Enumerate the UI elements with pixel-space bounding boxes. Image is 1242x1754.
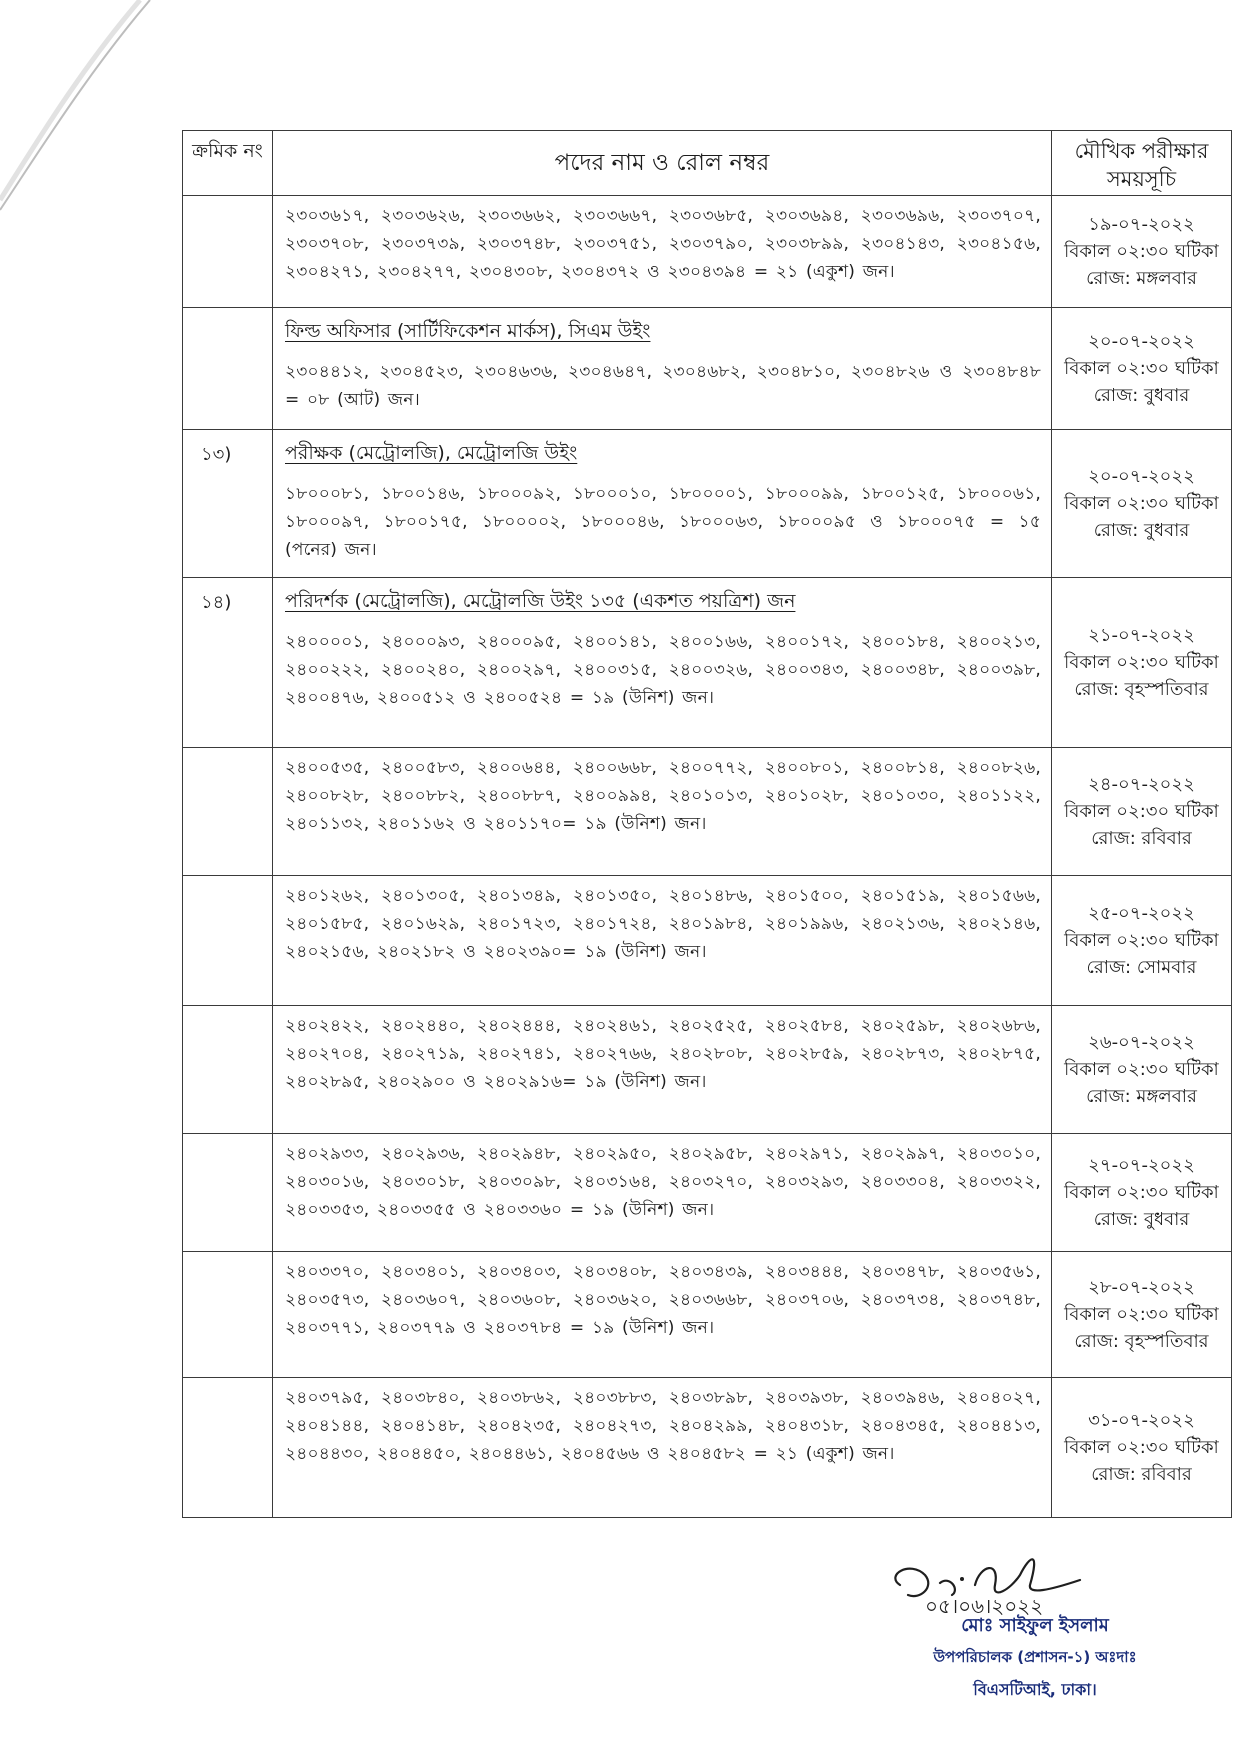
row-serial: [183, 1378, 273, 1518]
schedule-time: বিকাল ০২:৩০ ঘটিকা: [1064, 358, 1219, 379]
table-header-row: [183, 131, 1232, 196]
schedule-cell: [1051, 578, 1231, 748]
signatory-office: বিএসটিআই, ঢাকা।: [973, 1680, 1097, 1699]
row-serial: [183, 1134, 273, 1252]
schedule-cell: [1051, 1006, 1231, 1134]
roll-numbers: ২৪০১২৬২, ২৪০১৩০৫, ২৪০১৩৪৯, ২৪০১৩৫০, ২৪০১৪৮৬, ২৪০১৫০০, ২৪০১৫১৯, ২৪০১৫৬৬, ২৪০১৫৮৫, ২৪০১৬২৯, ২৪০১৭২৩, ২৪০১৭২৪, ২৪০১৯৮৪, ২৪০১৯৯৬, ২৪০২১৩৬, ২৪০২১৪৬, ২৪০২১৫৬, ২৪০২১৮২ ও ২৪০২৩৯০= ১৯ (উনিশ) জন।: [285, 886, 1041, 962]
schedule-date: ২০-০৭-২০২২: [1088, 331, 1195, 352]
roll-numbers: ২৪০০৫৩৫, ২৪০০৫৮৩, ২৪০০৬৪৪, ২৪০০৬৬৮, ২৪০০৭৭২, ২৪০০৮০১, ২৪০০৮১৪, ২৪০০৮২৬, ২৪০০৮২৮, ২৪০০৮৮২, ২৪০০৮৮৭, ২৪০০৯৯৪, ২৪০১০১৩, ২৪০১০২৮, ২৪০১০৩০, ২৪০১১২২, ২৪০১১৩২, ২৪০১১৬২ ও ২৪০১১৭০= ১৯ (উনিশ) জন।: [285, 758, 1041, 834]
schedule-day: রোজ: রবিবার: [1091, 1464, 1192, 1485]
row-content: [273, 1378, 1052, 1518]
schedule-date: ১৯-০৭-২০২২: [1088, 214, 1195, 235]
roll-numbers: ২৪০০০০১, ২৪০০০৯৩, ২৪০০০৯৫, ২৪০০১৪১, ২৪০০১৬৬, ২৪০০১৭২, ২৪০০১৮৪, ২৪০০২১৩, ২৪০০২২২, ২৪০০২৪০, ২৪০০২৯৭, ২৪০০৩১৫, ২৪০০৩২৬, ২৪০০৩৪৩, ২৪০০৩৪৮, ২৪০০৩৯৮, ২৪০০৪৭৬, ২৪০০৫১২ ও ২৪০০৫২৪ = ১৯ (উনিশ) জন।: [285, 632, 1041, 708]
schedule-date: ২৪-০৭-২০২২: [1088, 774, 1195, 795]
schedule-time: বিকাল ০২:৩০ ঘটিকা: [1064, 493, 1219, 514]
post-title: পরিদর্শক (মেট্রোলজি), মেট্রোলজি উইং ১৩৫ (একশত পয়ত্রিশ) জন: [285, 590, 796, 612]
schedule-day: রোজ: রবিবার: [1091, 828, 1192, 849]
row-content: [273, 748, 1052, 876]
table-row: [183, 196, 1232, 308]
interview-schedule-table: [182, 130, 1232, 1518]
signatory-designation: উপপরিচালক (প্রশাসন-১) অঃদাঃ: [933, 1648, 1137, 1666]
schedule-date: ২০-০৭-২০২২: [1088, 466, 1195, 487]
schedule-date: ২৭-০৭-২০২২: [1088, 1155, 1195, 1176]
schedule-day: রোজ: মঙ্গলবার: [1086, 1086, 1197, 1107]
schedule-time: বিকাল ০২:৩০ ঘটিকা: [1064, 241, 1219, 262]
schedule-time: বিকাল ০২:৩০ ঘটিকা: [1064, 1437, 1219, 1458]
table-row: [183, 308, 1232, 430]
table-row: [183, 876, 1232, 1006]
row-content: [273, 578, 1052, 748]
row-content: [273, 308, 1052, 430]
roll-numbers: ২৪০২৯৩৩, ২৪০২৯৩৬, ২৪০২৯৪৮, ২৪০২৯৫০, ২৪০২৯৫৮, ২৪০২৯৭১, ২৪০২৯৯৭, ২৪০৩০১০, ২৪০৩০১৬, ২৪০৩০১৮, ২৪০৩০৯৮, ২৪০৩১৬৪, ২৪০৩২৭০, ২৪০৩২৯৩, ২৪০৩৩০৪, ২৪০৩৩২২, ২৪০৩৩৫৩, ২৪০৩৩৫৫ ও ২৪০৩৩৬০ = ১৯ (উনিশ) জন।: [285, 1144, 1041, 1220]
row-serial: [183, 1252, 273, 1378]
table-row: [183, 430, 1232, 578]
schedule-cell: [1051, 308, 1231, 430]
roll-numbers: ২৪০২৪২২, ২৪০২৪৪০, ২৪০২৪৪৪, ২৪০২৪৬১, ২৪০২৫২৫, ২৪০২৫৮৪, ২৪০২৫৯৮, ২৪০২৬৮৬, ২৪০২৭০৪, ২৪০২৭১৯, ২৪০২৭৪১, ২৪০২৭৬৬, ২৪০২৮০৮, ২৪০২৮৫৯, ২৪০২৮৭৩, ২৪০২৮৭৫, ২৪০২৮৯৫, ২৪০২৯০০ ও ২৪০২৯১৬= ১৯ (উনিশ) জন।: [285, 1016, 1041, 1092]
header-schedule: মৌখিক পরীক্ষার সময়সূচি: [1051, 131, 1231, 196]
schedule-cell: [1051, 196, 1231, 308]
roll-numbers: ২৪০৩৭৯৫, ২৪০৩৮৪০, ২৪০৩৮৬২, ২৪০৩৮৮৩, ২৪০৩৮৯৮, ২৪০৩৯৩৮, ২৪০৩৯৪৬, ২৪০৪০২৭, ২৪০৪১৪৪, ২৪০৪১৪৮, ২৪০৪২৩৫, ২৪০৪২৭৩, ২৪০৪২৯৯, ২৪০৪৩১৮, ২৪০৪৩৪৫, ২৪০৪৪১৩, ২৪০৪৪৩০, ২৪০৪৪৫০, ২৪০৪৪৬১, ২৪০৪৫৬৬ ও ২৪০৪৫৮২ = ২১ (একুশ) জন।: [285, 1388, 1041, 1464]
row-content: [273, 430, 1052, 578]
header-post-roll: পদের নাম ও রোল নম্বর: [273, 131, 1052, 196]
table-row: [183, 748, 1232, 876]
table-row: [183, 1378, 1232, 1518]
table-row: [183, 1252, 1232, 1378]
signature-block: [870, 1545, 1200, 1704]
post-title: পরীক্ষক (মেট্রোলজি), মেট্রোলজি উইং: [285, 442, 578, 464]
roll-numbers: ২৩০৩৬১৭, ২৩০৩৬২৬, ২৩০৩৬৬২, ২৩০৩৬৬৭, ২৩০৩৬৮৫, ২৩০৩৬৯৪, ২৩০৩৬৯৬, ২৩০৩৭০৭, ২৩০৩৭০৮, ২৩০৩৭৩৯, ২৩০৩৭৪৮, ২৩০৩৭৫১, ২৩০৩৭৯০, ২৩০৩৮৯৯, ২৩০৪১৪৩, ২৩০৪১৫৬, ২৩০৪২৭১, ২৩০৪২৭৭, ২৩০৪৩০৮, ২৩০৪৩৭২ ও ২৩০৪৩৯৪ = ২১ (একুশ) জন।: [285, 206, 1041, 282]
schedule-date: ২৮-০৭-২০২২: [1088, 1277, 1195, 1298]
schedule-day: রোজ: সোমবার: [1086, 957, 1197, 978]
schedule-day: রোজ: বুধবার: [1093, 385, 1190, 406]
table-row: [183, 578, 1232, 748]
signatory-name: মোঃ সাইফুল ইসলাম: [961, 1615, 1109, 1636]
row-serial: [183, 876, 273, 1006]
row-content: [273, 196, 1052, 308]
roll-numbers: ২৩০৪৪১২, ২৩০৪৫২৩, ২৩০৪৬৩৬, ২৩০৪৬৪৭, ২৩০৪৬৮২, ২৩০৪৮১০, ২৩০৪৮২৬ ও ২৩০৪৮৪৮ = ০৮ (আট) জন।: [285, 362, 1041, 410]
table-row: [183, 1006, 1232, 1134]
schedule-cell: [1051, 876, 1231, 1006]
schedule-time: বিকাল ০২:৩০ ঘটিকা: [1064, 930, 1219, 951]
schedule-cell: [1051, 1252, 1231, 1378]
row-serial: [183, 308, 273, 430]
row-content: [273, 1006, 1052, 1134]
post-title: ফিল্ড অফিসার (সার্টিফিকেশন মার্কস), সিএম উইং: [285, 320, 651, 342]
row-content: [273, 1134, 1052, 1252]
signature-date: ০৫।০৬।২০২২: [925, 1594, 1044, 1615]
schedule-day: রোজ: মঙ্গলবার: [1086, 268, 1197, 289]
row-serial: ১৪): [183, 578, 273, 748]
schedule-date: ২৬-০৭-২০২২: [1088, 1032, 1195, 1053]
schedule-time: বিকাল ০২:৩০ ঘটিকা: [1064, 1059, 1219, 1080]
schedule-time: বিকাল ০২:৩০ ঘটিকা: [1064, 801, 1219, 822]
row-content: [273, 876, 1052, 1006]
table-row: [183, 1134, 1232, 1252]
header-serial: ক্রমিক নং: [183, 131, 273, 196]
schedule-day: রোজ: বুধবার: [1093, 520, 1190, 541]
row-serial: [183, 1006, 273, 1134]
schedule-cell: [1051, 1378, 1231, 1518]
schedule-cell: [1051, 1134, 1231, 1252]
page-curl-mark: [0, 0, 160, 220]
schedule-time: বিকাল ০২:৩০ ঘটিকা: [1064, 1182, 1219, 1203]
schedule-cell: [1051, 748, 1231, 876]
schedule-date: ৩১-০৭-২০২২: [1088, 1410, 1195, 1431]
schedule-day: রোজ: বৃহস্পতিবার: [1074, 679, 1209, 700]
roll-numbers: ১৮০০০৮১, ১৮০০১৪৬, ১৮০০০৯২, ১৮০০০১০, ১৮০০০০১, ১৮০০০৯৯, ১৮০০১২৫, ১৮০০০৬১, ১৮০০০৯৭, ১৮০০১৭৫, ১৮০০০০২, ১৮০০০৪৬, ১৮০০০৬৩, ১৮০০০৯৫ ও ১৮০০০৭৫ = ১৫ (পনের) জন।: [285, 484, 1041, 560]
roll-numbers: ২৪০৩৩৭০, ২৪০৩৪০১, ২৪০৩৪০৩, ২৪০৩৪০৮, ২৪০৩৪৩৯, ২৪০৩৪৪৪, ২৪০৩৪৭৮, ২৪০৩৫৬১, ২৪০৩৫৭৩, ২৪০৩৬০৭, ২৪০৩৬০৮, ২৪০৩৬২০, ২৪০৩৬৬৮, ২৪০৩৭০৬, ২৪০৩৭৩৪, ২৪০৩৭৪৮, ২৪০৩৭৭১, ২৪০৩৭৭৯ ও ২৪০৩৭৮৪ = ১৯ (উনিশ) জন।: [285, 1262, 1041, 1338]
schedule-cell: [1051, 430, 1231, 578]
handwritten-signature-icon: [880, 1545, 1100, 1615]
row-serial: [183, 196, 273, 308]
row-serial: ১৩): [183, 430, 273, 578]
schedule-time: বিকাল ০২:৩০ ঘটিকা: [1064, 1304, 1219, 1325]
schedule-time: বিকাল ০২:৩০ ঘটিকা: [1064, 652, 1219, 673]
schedule-date: ২৫-০৭-২০২২: [1088, 903, 1195, 924]
schedule-day: রোজ: বুধবার: [1093, 1209, 1190, 1230]
schedule-day: রোজ: বৃহস্পতিবার: [1074, 1331, 1209, 1352]
row-serial: [183, 748, 273, 876]
row-content: [273, 1252, 1052, 1378]
schedule-date: ২১-০৭-২০২২: [1088, 625, 1195, 646]
